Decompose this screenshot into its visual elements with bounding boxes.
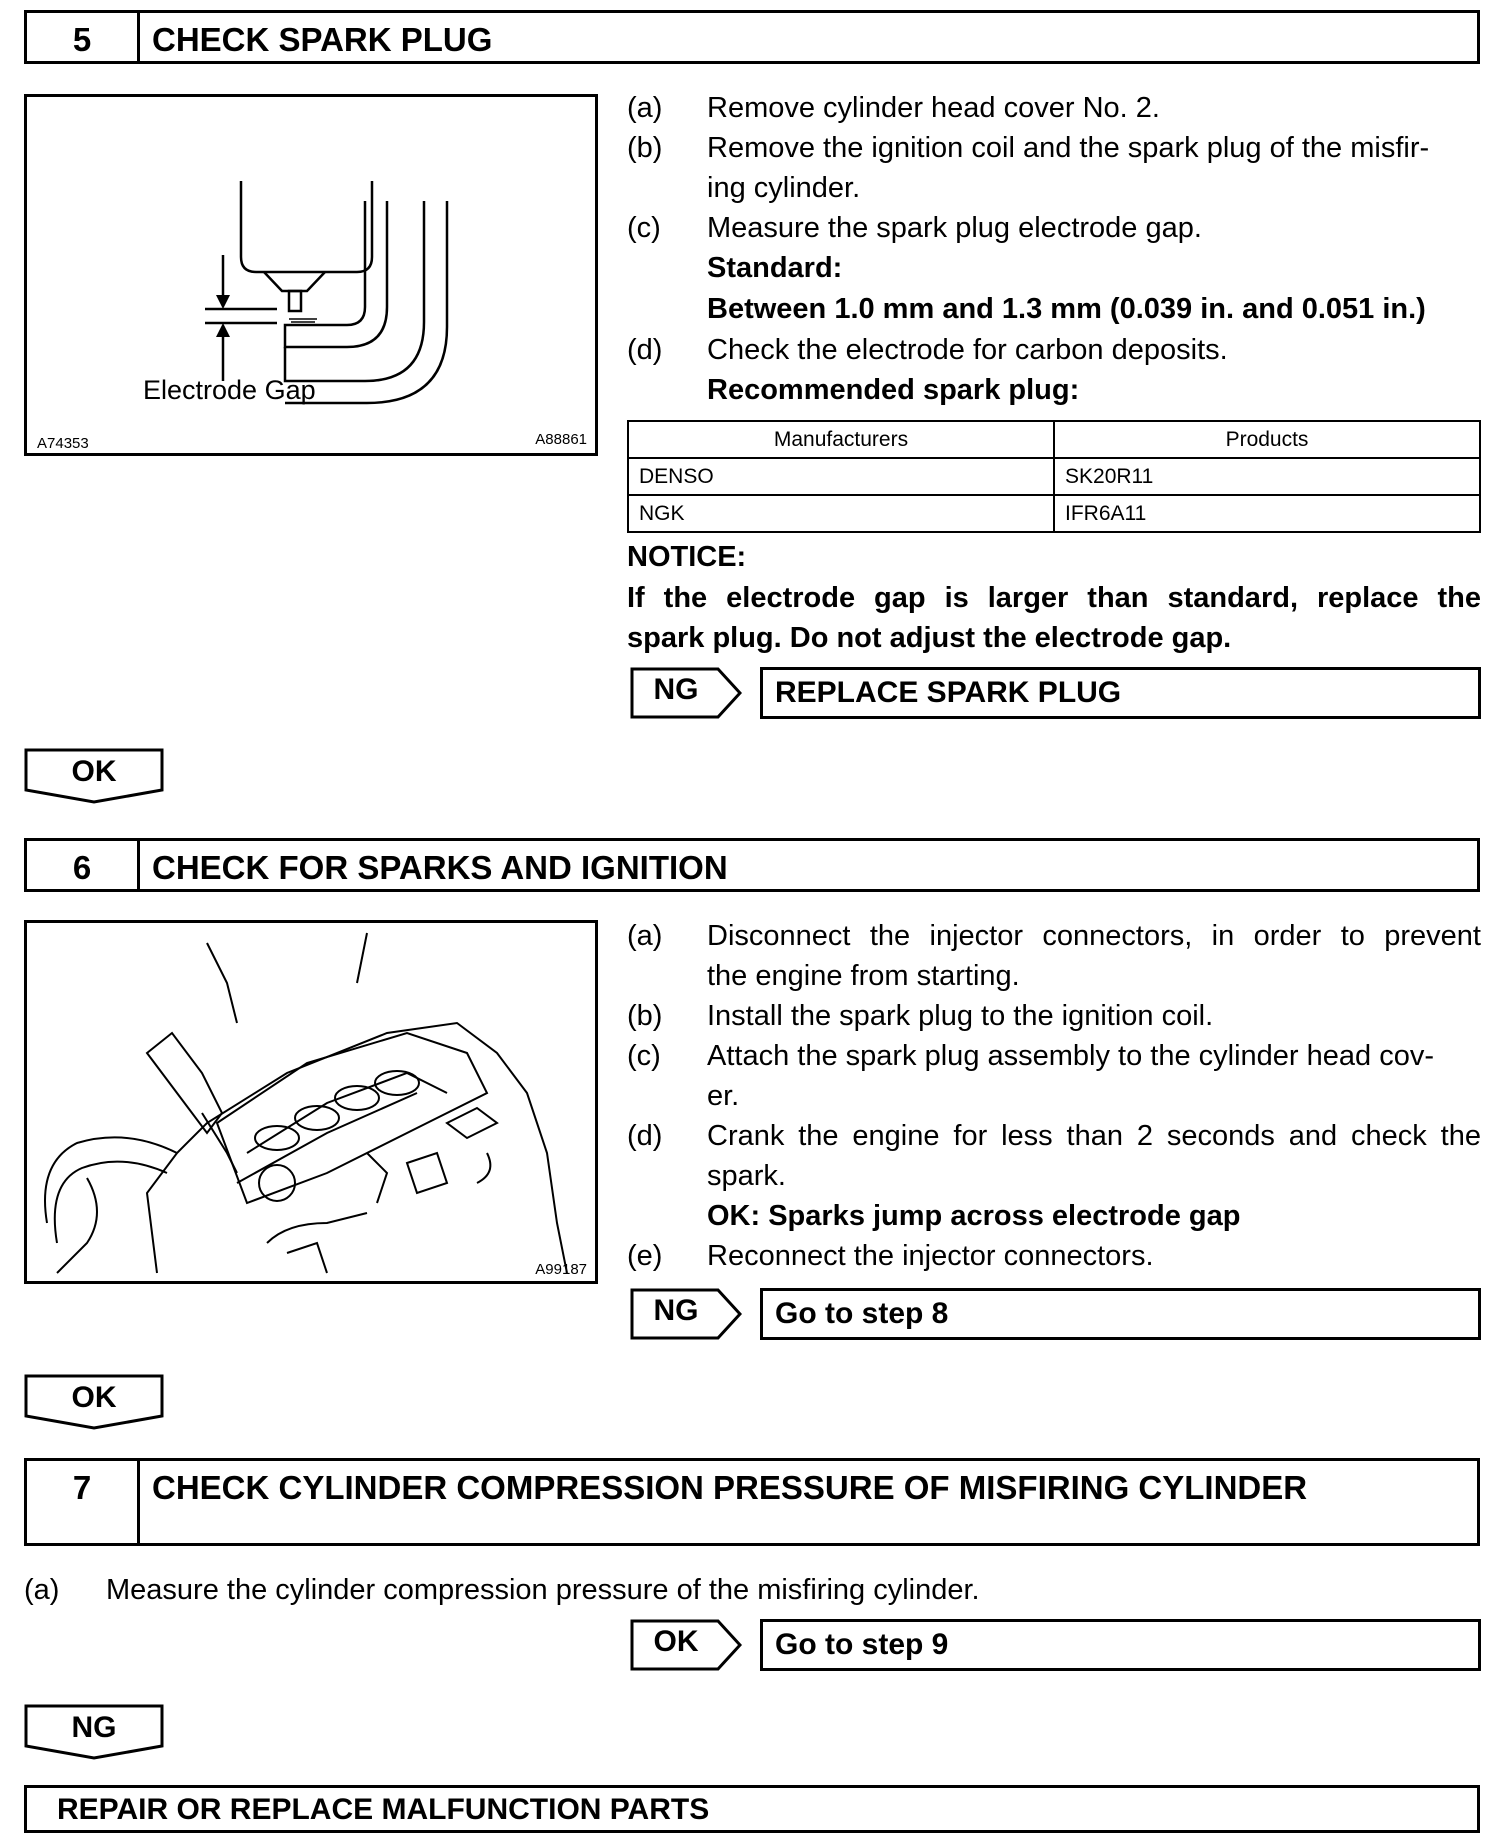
ok-go-to-step-9[interactable] xyxy=(630,1619,1481,1671)
figure-id: A99187 xyxy=(535,1261,587,1278)
item-text: Reconnect the injector connectors. xyxy=(707,1240,1154,1272)
item-text: Remove cylinder head cover No. 2. xyxy=(707,92,1160,124)
step-6-header xyxy=(24,838,1480,892)
step-title: CHECK CYLINDER COMPRESSION PRESSURE OF MISFIRING CYLINDER xyxy=(152,1469,1308,1506)
item-label: (d) xyxy=(627,1120,663,1152)
table-header: Manufacturers xyxy=(628,421,1054,458)
item-label: (d) xyxy=(627,334,663,366)
figure-id-right: A88861 xyxy=(535,431,587,448)
item-label: (c) xyxy=(627,212,661,244)
item-label: (b) xyxy=(627,132,663,164)
step-6-ok-result[interactable] xyxy=(24,1374,164,1430)
final-action-box[interactable] xyxy=(24,1785,1480,1833)
table-header: Products xyxy=(1054,421,1480,458)
instruction-item-continued xyxy=(707,168,860,208)
electrode-gap-label: Electrode Gap xyxy=(143,375,316,405)
recommended-label: Recommended spark plug: xyxy=(707,374,1080,406)
engine-illustration xyxy=(27,923,595,1281)
notice-text: If the electrode gap is larger than standard, replace the xyxy=(627,582,1481,614)
table-header-row xyxy=(628,421,1480,458)
step-number: 5 xyxy=(27,13,140,61)
instruction-item-continued: spark. xyxy=(707,1160,786,1192)
item-text: Disconnect the injector connectors, in order to prevent xyxy=(707,920,1481,952)
table-cell: IFR6A11 xyxy=(1054,495,1480,532)
spark-plug-figure xyxy=(24,94,598,456)
ok-spec: OK: Sparks jump across electrode gap xyxy=(707,1200,1241,1232)
ng-result-label: NG xyxy=(71,1711,117,1744)
step-5-header xyxy=(24,10,1480,64)
standard-value: Between 1.0 mm and 1.3 mm (0.039 in. and 0.051 in.) xyxy=(707,293,1426,325)
notice-text: spark plug. Do not adjust the electrode gap. xyxy=(627,622,1232,654)
ng-target[interactable]: Go to step 8 xyxy=(760,1288,1481,1340)
step-number: 6 xyxy=(27,841,140,889)
instruction-item-continued: the engine from starting. xyxy=(707,960,1020,992)
engine-figure xyxy=(24,920,598,1284)
ok-target[interactable]: Go to step 9 xyxy=(760,1619,1481,1671)
table-row xyxy=(628,495,1480,532)
item-text: Install the spark plug to the ignition coil. xyxy=(707,1000,1214,1032)
step-number: 7 xyxy=(27,1461,140,1543)
item-text: ing cylinder. xyxy=(707,172,861,204)
instruction-item-continued: er. xyxy=(707,1080,740,1112)
step-7-header xyxy=(24,1458,1480,1546)
item-label: (a) xyxy=(24,1574,60,1606)
standard-label: Standard: xyxy=(707,252,843,284)
ng-go-to-step-8[interactable] xyxy=(630,1288,1481,1340)
notice-label: NOTICE: xyxy=(627,541,747,573)
ok-result-label: OK xyxy=(71,1381,117,1414)
item-text: Measure the spark plug electrode gap. xyxy=(707,212,1202,244)
item-label: (a) xyxy=(627,920,663,952)
ok-tag-label: OK xyxy=(653,1625,699,1658)
item-text: Remove the ignition coil and the spark plug of the misfir- xyxy=(707,132,1430,164)
step-title: CHECK SPARK PLUG xyxy=(152,21,493,58)
item-text: Measure the cylinder compression pressure of the misfiring cylinder. xyxy=(106,1574,980,1606)
step-title: CHECK FOR SPARKS AND IGNITION xyxy=(152,849,728,886)
step-7-ng-result[interactable] xyxy=(24,1704,164,1760)
step-5-ok-result[interactable] xyxy=(24,748,164,804)
item-text: Crank the engine for less than 2 seconds and check the xyxy=(707,1120,1481,1152)
figure-id-left: A74353 xyxy=(37,435,89,452)
table-cell: SK20R11 xyxy=(1054,458,1480,495)
item-label: (a) xyxy=(627,92,663,124)
ng-replace-spark-plug[interactable] xyxy=(630,667,1481,719)
spark-plug-table xyxy=(627,420,1481,533)
item-text: Check the electrode for carbon deposits. xyxy=(707,334,1228,366)
item-label: (c) xyxy=(627,1040,661,1072)
item-label: (e) xyxy=(627,1240,663,1272)
table-cell: DENSO xyxy=(628,458,1054,495)
item-text: Attach the spark plug assembly to the cylinder head cov- xyxy=(707,1040,1434,1072)
ng-tag-label: NG xyxy=(653,1294,699,1327)
ng-tag-label: NG xyxy=(653,673,699,706)
table-cell: NGK xyxy=(628,495,1054,532)
item-label: (b) xyxy=(627,1000,663,1032)
final-action-title: REPAIR OR REPLACE MALFUNCTION PARTS xyxy=(57,1793,710,1826)
ng-target[interactable]: REPLACE SPARK PLUG xyxy=(760,667,1481,719)
table-row xyxy=(628,458,1480,495)
ok-result-label: OK xyxy=(71,755,117,788)
